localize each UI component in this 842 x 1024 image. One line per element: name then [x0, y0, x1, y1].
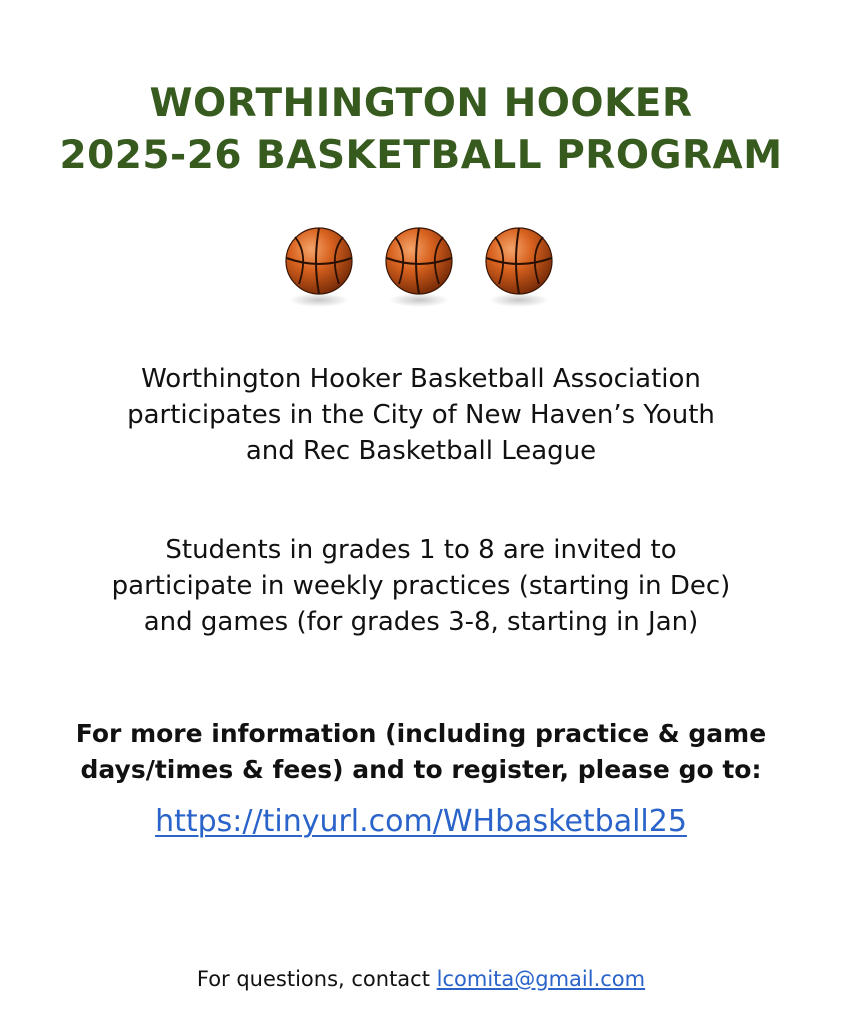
- registration-link[interactable]: https://tinyurl.com/WHbasketball25: [155, 804, 687, 839]
- intro-line: participates in the City of New Haven’s Youth: [127, 400, 715, 430]
- intro-line: Worthington Hooker Basketball Association: [141, 364, 701, 394]
- details-line: participate in weekly practices (starting in Dec): [111, 571, 731, 601]
- info-line: days/times & fees) and to register, please go to:: [80, 755, 762, 784]
- info-paragraph: [0, 716, 842, 788]
- details-line: Students in grades 1 to 8 are invited to: [165, 535, 677, 565]
- basketball-row: [0, 224, 842, 310]
- basketball-icon: [483, 224, 555, 310]
- details-paragraph: [0, 532, 842, 640]
- intro-line: and Rec Basketball League: [245, 436, 597, 466]
- basketball-icon: [283, 224, 355, 310]
- intro-paragraph: [0, 361, 842, 469]
- page-title-line-1: WORTHINGTON HOOKER: [149, 81, 693, 126]
- basketball-icon: [383, 224, 455, 310]
- contact-label: For questions, contact: [196, 967, 437, 991]
- registration-link-row: [0, 802, 842, 842]
- page-title-line-2: 2025-26 BASKETBALL PROGRAM: [59, 133, 783, 178]
- details-line: and games (for grades 3-8, starting in Jan): [143, 607, 699, 637]
- contact-email-link[interactable]: lcomita@gmail.com: [436, 967, 646, 991]
- contact-footer: [0, 964, 842, 994]
- info-line: For more information (including practice & game: [75, 719, 767, 748]
